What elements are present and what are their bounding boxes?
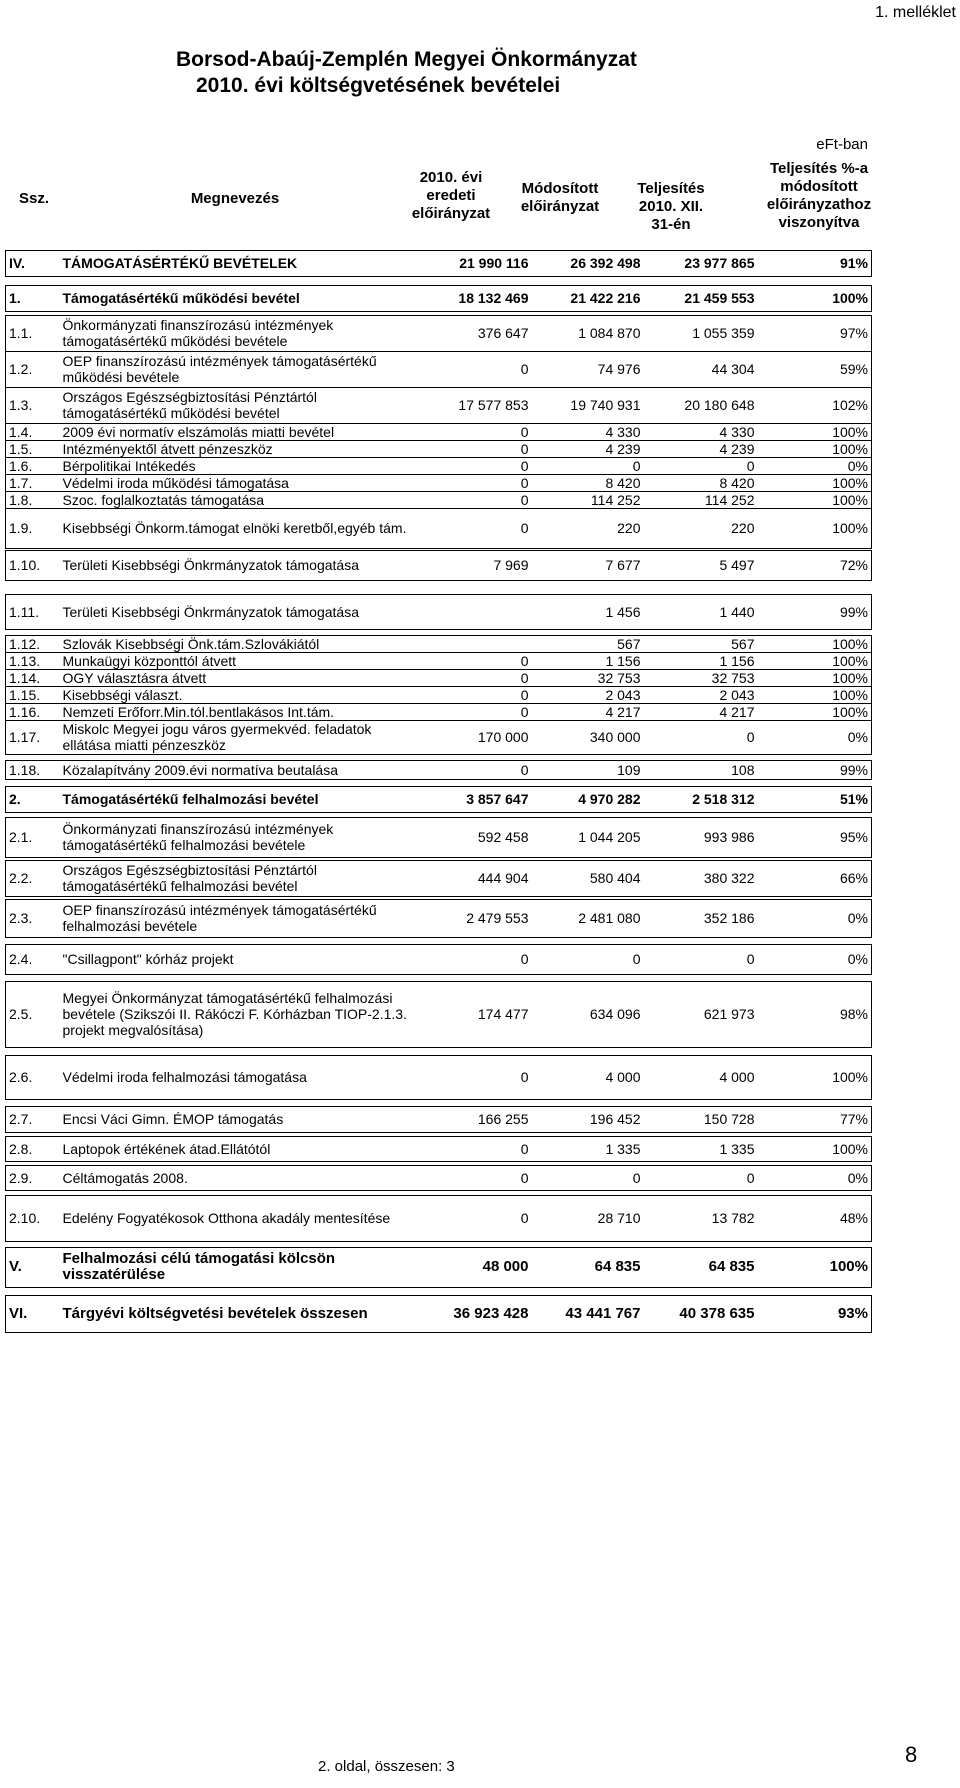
- name-cell: OEP finanszírozású intézmények támogatásértékű működési bevétele: [60, 351, 426, 387]
- row-spacer: [6, 974, 872, 981]
- name-cell: OEP finanszírozású intézmények támogatásértékű felhalmozási bevétele: [60, 899, 426, 937]
- ssz-cell: 1.13.: [6, 652, 60, 669]
- original-cell: 174 477: [426, 981, 532, 1047]
- table-row: [6, 351, 872, 387]
- percentage-cell: 66%: [758, 860, 872, 896]
- row-spacer: [6, 1047, 872, 1055]
- modified-cell: 21 422 216: [532, 285, 644, 311]
- modified-cell: 580 404: [532, 860, 644, 896]
- name-cell: Munkaügyi központtól átvett: [60, 652, 426, 669]
- column-header-percentage-line1: Teljesítés %-a: [769, 160, 869, 177]
- original-cell: 0: [426, 491, 532, 508]
- original-cell: 0: [426, 457, 532, 474]
- percentage-cell: 100%: [758, 491, 872, 508]
- ssz-cell: 2.9.: [6, 1165, 60, 1190]
- table-row: [6, 423, 872, 440]
- table-row: [6, 1165, 872, 1190]
- performance-cell: 1 055 359: [644, 315, 758, 351]
- name-cell: Szoc. foglalkoztatás támogatása: [60, 491, 426, 508]
- percentage-cell: 100%: [758, 508, 872, 548]
- table-row: [6, 981, 872, 1047]
- table-row: [6, 635, 872, 652]
- percentage-cell: 102%: [758, 387, 872, 423]
- performance-cell: 1 440: [644, 594, 758, 629]
- original-cell: 0: [426, 944, 532, 974]
- original-cell: 7 969: [426, 550, 532, 580]
- table-row: [6, 457, 872, 474]
- original-cell: 0: [426, 474, 532, 491]
- percentage-cell: 100%: [758, 423, 872, 440]
- performance-cell: 40 378 635: [644, 1295, 758, 1332]
- ssz-cell: 2.5.: [6, 981, 60, 1047]
- percentage-cell: 98%: [758, 981, 872, 1047]
- table-row: [6, 944, 872, 974]
- name-cell: Kisebbségi Önkorm.támogat elnöki keretből,egyéb tám.: [60, 508, 426, 548]
- modified-cell: 8 420: [532, 474, 644, 491]
- performance-cell: 2 043: [644, 686, 758, 703]
- column-header-modified-line2: előirányzat: [520, 198, 600, 215]
- ssz-cell: 2.: [6, 786, 60, 812]
- table-row: [6, 550, 872, 580]
- performance-cell: 4 239: [644, 440, 758, 457]
- original-cell: 0: [426, 1055, 532, 1099]
- modified-cell: 1 456: [532, 594, 644, 629]
- name-cell: TÁMOGATÁSÉRTÉKŰ BEVÉTELEK: [60, 250, 426, 276]
- column-header-name-text: Megnevezés: [190, 190, 280, 207]
- ssz-cell: 1.16.: [6, 703, 60, 720]
- modified-cell: 2 043: [532, 686, 644, 703]
- modified-cell: 196 452: [532, 1106, 644, 1132]
- name-cell: Miskolc Megyei jogu város gyermekvéd. feladatok ellátása miatti pénzeszköz: [60, 720, 426, 754]
- performance-cell: 20 180 648: [644, 387, 758, 423]
- column-header-original-line2: eredeti: [426, 187, 476, 204]
- modified-cell: 114 252: [532, 491, 644, 508]
- name-cell: OGY választásra átvett: [60, 669, 426, 686]
- original-cell: 592 458: [426, 817, 532, 857]
- percentage-cell: 100%: [758, 686, 872, 703]
- original-cell: 0: [426, 1136, 532, 1161]
- revenue-table: [5, 243, 872, 1333]
- name-cell: Önkormányzati finanszírozású intézmények támogatásértékű felhalmozási bevétele: [60, 817, 426, 857]
- ssz-cell: 2.10.: [6, 1195, 60, 1241]
- name-cell: Védelmi iroda működési támogatása: [60, 474, 426, 491]
- original-cell: 0: [426, 440, 532, 457]
- percentage-cell: 99%: [758, 594, 872, 629]
- modified-cell: 1 156: [532, 652, 644, 669]
- percentage-cell: 72%: [758, 550, 872, 580]
- column-header-original-line3: előirányzat: [411, 205, 491, 222]
- name-cell: Tárgyévi költségvetési bevételek összesen: [60, 1295, 426, 1332]
- percentage-cell: 100%: [758, 1055, 872, 1099]
- percentage-cell: 91%: [758, 250, 872, 276]
- ssz-cell: VI.: [6, 1295, 60, 1332]
- original-cell: 0: [426, 423, 532, 440]
- name-cell: Védelmi iroda felhalmozási támogatása: [60, 1055, 426, 1099]
- name-cell: Nemzeti Erőforr.Min.tól.bentlakásos Int.tám.: [60, 703, 426, 720]
- performance-cell: 150 728: [644, 1106, 758, 1132]
- table-row: [6, 250, 872, 276]
- performance-cell: 23 977 865: [644, 250, 758, 276]
- ssz-cell: 1.: [6, 285, 60, 311]
- name-cell: Szlovák Kisebbségi Önk.tám.Szlovákiától: [60, 635, 426, 652]
- original-cell: 0: [426, 351, 532, 387]
- table-row: [6, 899, 872, 937]
- ssz-cell: 1.4.: [6, 423, 60, 440]
- original-cell: 0: [426, 760, 532, 779]
- row-spacer: [6, 243, 872, 250]
- table-row: [6, 652, 872, 669]
- original-cell: 17 577 853: [426, 387, 532, 423]
- percentage-cell: 100%: [758, 669, 872, 686]
- name-cell: Encsi Váci Gimn. ÉMOP támogatás: [60, 1106, 426, 1132]
- original-cell: 0: [426, 1165, 532, 1190]
- column-header-name: [150, 190, 320, 208]
- ssz-cell: 1.3.: [6, 387, 60, 423]
- original-cell: [426, 635, 532, 652]
- column-header-modified: [512, 180, 608, 216]
- ssz-cell: 2.1.: [6, 817, 60, 857]
- percentage-cell: 100%: [758, 703, 872, 720]
- table-row: [6, 440, 872, 457]
- performance-cell: 0: [644, 457, 758, 474]
- ssz-cell: 1.5.: [6, 440, 60, 457]
- performance-cell: 5 497: [644, 550, 758, 580]
- original-cell: 36 923 428: [426, 1295, 532, 1332]
- table-row: [6, 285, 872, 311]
- ssz-cell: 1.15.: [6, 686, 60, 703]
- ssz-cell: 2.3.: [6, 899, 60, 937]
- performance-cell: 114 252: [644, 491, 758, 508]
- performance-cell: 1 156: [644, 652, 758, 669]
- performance-cell: 64 835: [644, 1247, 758, 1287]
- name-cell: Támogatásértékű működési bevétel: [60, 285, 426, 311]
- unit-label: eFt-ban: [816, 136, 868, 153]
- modified-cell: 0: [532, 457, 644, 474]
- modified-cell: 567: [532, 635, 644, 652]
- name-cell: "Csillagpont" kórház projekt: [60, 944, 426, 974]
- performance-cell: 4 217: [644, 703, 758, 720]
- percentage-cell: 100%: [758, 440, 872, 457]
- modified-cell: 340 000: [532, 720, 644, 754]
- name-cell: Önkormányzati finanszírozású intézmények támogatásértékű működési bevétele: [60, 315, 426, 351]
- column-header-modified-line1: Módosított: [521, 180, 599, 197]
- annex-label: 1. melléklet: [875, 4, 956, 21]
- column-header-ssz-text: Ssz.: [18, 190, 49, 207]
- row-spacer: [6, 1287, 872, 1295]
- ssz-cell: 2.4.: [6, 944, 60, 974]
- percentage-cell: 100%: [758, 1247, 872, 1287]
- modified-cell: 4 239: [532, 440, 644, 457]
- ssz-cell: 1.14.: [6, 669, 60, 686]
- table-row: [6, 669, 872, 686]
- table-row: [6, 315, 872, 351]
- modified-cell: 1 044 205: [532, 817, 644, 857]
- name-cell: Kisebbségi választ.: [60, 686, 426, 703]
- name-cell: 2009 évi normatív elszámolás miatti bevétel: [60, 423, 426, 440]
- original-cell: 0: [426, 669, 532, 686]
- percentage-cell: 0%: [758, 899, 872, 937]
- name-cell: Közalapítvány 2009.évi normatíva beutalása: [60, 760, 426, 779]
- column-header-percentage-line3: előirányzathoz: [766, 196, 872, 213]
- table-row: [6, 686, 872, 703]
- performance-cell: 621 973: [644, 981, 758, 1047]
- table-row: [6, 474, 872, 491]
- table-row: [6, 1247, 872, 1287]
- percentage-cell: 93%: [758, 1295, 872, 1332]
- ssz-cell: 1.9.: [6, 508, 60, 548]
- modified-cell: 26 392 498: [532, 250, 644, 276]
- column-header-performance: [628, 180, 714, 234]
- performance-cell: 1 335: [644, 1136, 758, 1161]
- original-cell: 0: [426, 1195, 532, 1241]
- column-header-performance-line2: 2010. XII. 31-én: [638, 198, 704, 233]
- percentage-cell: 95%: [758, 817, 872, 857]
- performance-cell: 993 986: [644, 817, 758, 857]
- modified-cell: 74 976: [532, 351, 644, 387]
- column-header-performance-line1: Teljesítés: [637, 180, 705, 197]
- column-header-ssz: [6, 190, 62, 208]
- percentage-cell: 0%: [758, 720, 872, 754]
- modified-cell: 4 217: [532, 703, 644, 720]
- original-cell: 48 000: [426, 1247, 532, 1287]
- original-cell: 2 479 553: [426, 899, 532, 937]
- performance-cell: 380 322: [644, 860, 758, 896]
- original-cell: [426, 594, 532, 629]
- table-row: [6, 508, 872, 548]
- percentage-cell: 100%: [758, 635, 872, 652]
- original-cell: 376 647: [426, 315, 532, 351]
- performance-cell: 8 420: [644, 474, 758, 491]
- name-cell: Támogatásértékű felhalmozási bevétel: [60, 786, 426, 812]
- original-cell: 170 000: [426, 720, 532, 754]
- page-number: 8: [905, 1742, 918, 1767]
- ssz-cell: 1.17.: [6, 720, 60, 754]
- table-row: [6, 817, 872, 857]
- ssz-cell: 1.6.: [6, 457, 60, 474]
- name-cell: Céltámogatás 2008.: [60, 1165, 426, 1190]
- original-cell: 0: [426, 508, 532, 548]
- ssz-cell: 2.8.: [6, 1136, 60, 1161]
- ssz-cell: IV.: [6, 250, 60, 276]
- performance-cell: 220: [644, 508, 758, 548]
- name-cell: Megyei Önkormányzat támogatásértékű felhalmozási bevétele (Szikszói II. Rákóczi F. Kórházban TIOP-2.1.3. projekt megvalósítása): [60, 981, 426, 1047]
- performance-cell: 0: [644, 720, 758, 754]
- modified-cell: 634 096: [532, 981, 644, 1047]
- row-spacer: [6, 937, 872, 944]
- page-footer: 2. oldal, összesen: 3: [318, 1758, 455, 1775]
- ssz-cell: 1.12.: [6, 635, 60, 652]
- name-cell: Laptopok értékének átad.Ellátótól: [60, 1136, 426, 1161]
- original-cell: 0: [426, 686, 532, 703]
- modified-cell: 2 481 080: [532, 899, 644, 937]
- modified-cell: 7 677: [532, 550, 644, 580]
- column-header-original: [408, 169, 494, 223]
- ssz-cell: 1.1.: [6, 315, 60, 351]
- name-cell: Területi Kisebbségi Önkrmányzatok támogatása: [60, 550, 426, 580]
- modified-cell: 32 753: [532, 669, 644, 686]
- percentage-cell: 77%: [758, 1106, 872, 1132]
- percentage-cell: 97%: [758, 315, 872, 351]
- table-row: [6, 1295, 872, 1332]
- performance-cell: 32 753: [644, 669, 758, 686]
- document-title: Borsod-Abaúj-Zemplén Megyei Önkormányzat: [176, 48, 637, 71]
- ssz-cell: 1.7.: [6, 474, 60, 491]
- table-row: [6, 1136, 872, 1161]
- modified-cell: 109: [532, 760, 644, 779]
- table-row: [6, 1106, 872, 1132]
- row-spacer: [6, 1099, 872, 1106]
- original-cell: 18 132 469: [426, 285, 532, 311]
- modified-cell: 19 740 931: [532, 387, 644, 423]
- modified-cell: 43 441 767: [532, 1295, 644, 1332]
- performance-cell: 108: [644, 760, 758, 779]
- original-cell: 0: [426, 703, 532, 720]
- table-row: [6, 1055, 872, 1099]
- original-cell: 444 904: [426, 860, 532, 896]
- column-header-percentage: [752, 160, 886, 232]
- modified-cell: 28 710: [532, 1195, 644, 1241]
- row-spacer: [6, 779, 872, 786]
- percentage-cell: 100%: [758, 285, 872, 311]
- ssz-cell: 2.6.: [6, 1055, 60, 1099]
- modified-cell: 220: [532, 508, 644, 548]
- ssz-cell: 1.10.: [6, 550, 60, 580]
- percentage-cell: 100%: [758, 652, 872, 669]
- percentage-cell: 59%: [758, 351, 872, 387]
- name-cell: Intézményektől átvett pénzeszköz: [60, 440, 426, 457]
- row-spacer: [6, 276, 872, 285]
- performance-cell: 21 459 553: [644, 285, 758, 311]
- column-header-percentage-line2: módosított: [780, 178, 858, 195]
- modified-cell: 0: [532, 944, 644, 974]
- modified-cell: 4 000: [532, 1055, 644, 1099]
- performance-cell: 0: [644, 944, 758, 974]
- percentage-cell: 99%: [758, 760, 872, 779]
- modified-cell: 4 970 282: [532, 786, 644, 812]
- name-cell: Edelény Fogyatékosok Otthona akadály mentesítése: [60, 1195, 426, 1241]
- table-row: [6, 720, 872, 754]
- percentage-cell: 100%: [758, 1136, 872, 1161]
- ssz-cell: 2.2.: [6, 860, 60, 896]
- table-row: [6, 491, 872, 508]
- percentage-cell: 51%: [758, 786, 872, 812]
- performance-cell: 13 782: [644, 1195, 758, 1241]
- table-row: [6, 1195, 872, 1241]
- percentage-cell: 0%: [758, 1165, 872, 1190]
- table-row: [6, 703, 872, 720]
- table-row: [6, 387, 872, 423]
- original-cell: 0: [426, 652, 532, 669]
- column-header-percentage-line4: viszonyítva: [778, 214, 860, 231]
- percentage-cell: 48%: [758, 1195, 872, 1241]
- percentage-cell: 0%: [758, 457, 872, 474]
- table-row: [6, 786, 872, 812]
- document-subtitle: 2010. évi költségvetésének bevételei: [196, 74, 561, 97]
- ssz-cell: 2.7.: [6, 1106, 60, 1132]
- percentage-cell: 100%: [758, 474, 872, 491]
- performance-cell: 0: [644, 1165, 758, 1190]
- performance-cell: 567: [644, 635, 758, 652]
- ssz-cell: V.: [6, 1247, 60, 1287]
- modified-cell: 4 330: [532, 423, 644, 440]
- name-cell: Országos Egészségbiztosítási Pénztártól támogatásértékű felhalmozási bevétel: [60, 860, 426, 896]
- percentage-cell: 0%: [758, 944, 872, 974]
- name-cell: Területi Kisebbségi Önkrmányzatok támogatása: [60, 594, 426, 629]
- performance-cell: 4 330: [644, 423, 758, 440]
- performance-cell: 4 000: [644, 1055, 758, 1099]
- modified-cell: 64 835: [532, 1247, 644, 1287]
- performance-cell: 44 304: [644, 351, 758, 387]
- table-row: [6, 860, 872, 896]
- original-cell: 21 990 116: [426, 250, 532, 276]
- name-cell: Bérpolitikai Intékedés: [60, 457, 426, 474]
- modified-cell: 0: [532, 1165, 644, 1190]
- name-cell: Országos Egészségbiztosítási Pénztártól támogatásértékű működési bevétel: [60, 387, 426, 423]
- ssz-cell: 1.2.: [6, 351, 60, 387]
- original-cell: 166 255: [426, 1106, 532, 1132]
- performance-cell: 2 518 312: [644, 786, 758, 812]
- performance-cell: 352 186: [644, 899, 758, 937]
- ssz-cell: 1.18.: [6, 760, 60, 779]
- modified-cell: 1 335: [532, 1136, 644, 1161]
- original-cell: 3 857 647: [426, 786, 532, 812]
- table-row: [6, 760, 872, 779]
- ssz-cell: 1.11.: [6, 594, 60, 629]
- row-spacer: [6, 580, 872, 594]
- ssz-cell: 1.8.: [6, 491, 60, 508]
- table-row: [6, 594, 872, 629]
- column-header-original-line1: 2010. évi: [419, 169, 483, 186]
- modified-cell: 1 084 870: [532, 315, 644, 351]
- name-cell: Felhalmozási célú támogatási kölcsön visszatérülése: [60, 1247, 426, 1287]
